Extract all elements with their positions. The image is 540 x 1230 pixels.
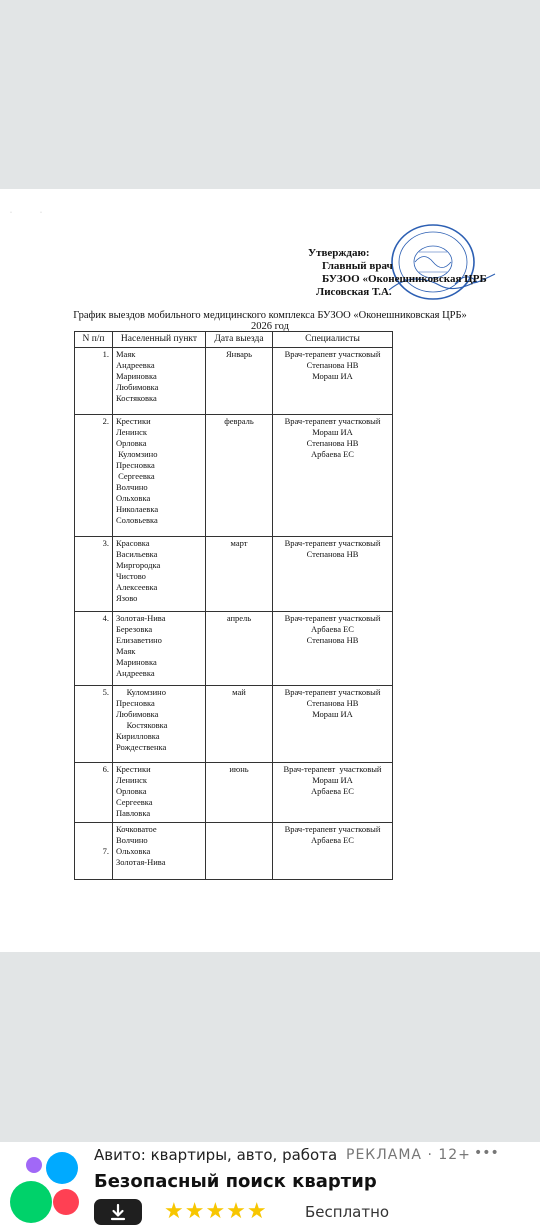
specialist-name: Мораш ИА [312,709,353,719]
row-date: февраль [206,415,273,537]
table-row [75,612,393,686]
table-row [75,763,393,823]
row-places [113,348,206,415]
specialist-name: Арбаева ЕС [311,449,354,459]
place-name: Рождественка [116,742,167,752]
place-name: Волчино [116,835,148,845]
avito-logo-icon [10,1152,82,1224]
specialist-name: Арбаева ЕС [311,835,354,845]
approval-heading: Утверждаю: [308,247,370,259]
place-name: Орловка [116,786,147,796]
place-name: Кирилловка [116,731,160,741]
place-name: Крестики [116,764,151,774]
place-name: Мариновка [116,371,157,381]
place-name: Язово [116,593,138,603]
place-name: Маяк [116,646,136,656]
ad-app-name: Авито: квартиры, авто, работа [94,1146,338,1164]
place-name: Волчино [116,482,148,492]
place-name: Ленинск [116,775,148,785]
row-specialists [273,415,393,537]
place-name: Андреевка [116,668,155,678]
specialist-name: Мораш ИА [312,371,353,381]
row-places [113,415,206,537]
download-icon [94,1199,142,1225]
place-name: Березовка [116,624,153,634]
place-name: Сергеевка [116,797,153,807]
place-name: Ленинск [116,427,148,437]
row-specialists [273,537,393,612]
approval-position: Главный врач [322,260,393,272]
viewer-top-area [0,0,540,189]
table-row [75,415,393,537]
row-number: 2. [75,415,113,537]
table-header-row [75,332,393,348]
place-name: Соловьевка [116,515,158,525]
row-specialists [273,763,393,823]
place-name: Чистово [116,571,146,581]
place-name: Любимовка [116,382,159,392]
place-name: Николаевка [116,504,159,514]
place-name: Миргородка [116,560,161,570]
ad-banner[interactable] [0,1142,540,1230]
row-date: Январь [206,348,273,415]
approval-block [308,247,487,299]
specialist-name: Степанова НВ [306,698,359,708]
place-name: Куломзино [116,449,158,459]
viewer-bottom-area [0,952,540,1142]
row-specialists [273,823,393,880]
header-place: Населенный пункт [113,332,206,348]
place-name: Золотая-Нива [116,857,166,867]
specialist-name: Врач-терапевт участковый [284,416,381,426]
ad-label: РЕКЛАМА · 12+ [346,1147,471,1163]
row-number: 5. [75,686,113,763]
row-places [113,686,206,763]
specialist-name: Степанова НВ [306,438,359,448]
scan-speck: · [10,210,12,216]
rating-stars: ★★★★★ [164,1199,268,1224]
specialist-name: Степанова НВ [306,635,359,645]
row-specialists [273,686,393,763]
specialist-name: Врач-терапевт участковый [284,687,381,697]
table-row [75,537,393,612]
header-number: N п/п [75,332,113,348]
ad-headline: Безопасный поиск квартир [94,1171,377,1192]
title-year: 2026 год [251,321,289,332]
row-specialists [273,348,393,415]
row-number: 3. [75,537,113,612]
row-places [113,763,206,823]
place-name: Васильевка [116,549,158,559]
ad-menu-icon[interactable]: ••• [474,1145,499,1161]
specialist-name: Мораш ИА [312,427,353,437]
row-places [113,537,206,612]
specialist-name: Врач-терапевт участковый [283,764,382,774]
title-line: График выездов мобильного медицинского комплекса БУЗОО «Оконешниковская ЦРБ» [73,310,467,321]
approval-organization: БУЗОО «Оконешниковская ЦРБ [322,273,487,285]
specialist-name: Врач-терапевт участковый [284,613,381,623]
header-date: Дата выезда [206,332,273,348]
place-name: Пресновка [116,698,155,708]
scan-speck: · [40,210,42,216]
specialist-name: Мораш ИА [312,775,353,785]
place-name: Красовка [116,538,150,548]
place-name: Костяковка [116,720,168,730]
row-date: июнь [206,763,273,823]
place-name: Куломзино [116,687,166,697]
place-name: Пресновка [116,460,155,470]
place-name: Любимовка [116,709,159,719]
specialist-name: Степанова НВ [306,549,359,559]
place-name: Андреевка [116,360,155,370]
row-number: 4. [75,612,113,686]
row-date: май [206,686,273,763]
table-row [75,686,393,763]
schedule-table [74,331,393,880]
document-page [0,189,540,952]
specialist-name: Арбаева ЕС [311,624,354,634]
place-name: Сергеевка [116,471,155,481]
header-specialists: Специалисты [273,332,393,348]
row-places [113,612,206,686]
specialist-name: Врач-терапевт участковый [284,538,381,548]
place-name: Золотая-Нива [116,613,166,623]
place-name: Ольховка [116,846,151,856]
specialist-name: Врач-терапевт участковый [284,824,381,834]
row-date [206,823,273,880]
place-name: Костяковка [116,393,157,403]
row-number: 7. [75,823,113,880]
row-specialists [273,612,393,686]
ad-price: Бесплатно [305,1203,390,1221]
specialist-name: Арбаева ЕС [311,786,354,796]
place-name: Алексеевка [116,582,158,592]
place-name: Орловка [116,438,147,448]
row-number: 1. [75,348,113,415]
approval-signatory: Лисовская Т.А. [316,286,392,298]
place-name: Ольховка [116,493,151,503]
place-name: Маяк [116,349,136,359]
specialist-name: Степанова НВ [306,360,359,370]
row-date: апрель [206,612,273,686]
row-number: 6. [75,763,113,823]
table-row [75,348,393,415]
place-name: Павловка [116,808,151,818]
place-name: Елизаветино [116,635,162,645]
specialist-name: Врач-терапевт участковый [284,349,381,359]
place-name: Кочковатое [116,824,157,834]
table-row [75,823,393,880]
place-name: Крестики [116,416,151,426]
row-places [113,823,206,880]
place-name: Мариновка [116,657,157,667]
download-button[interactable] [94,1199,142,1225]
row-date: март [206,537,273,612]
document-title [0,310,540,332]
